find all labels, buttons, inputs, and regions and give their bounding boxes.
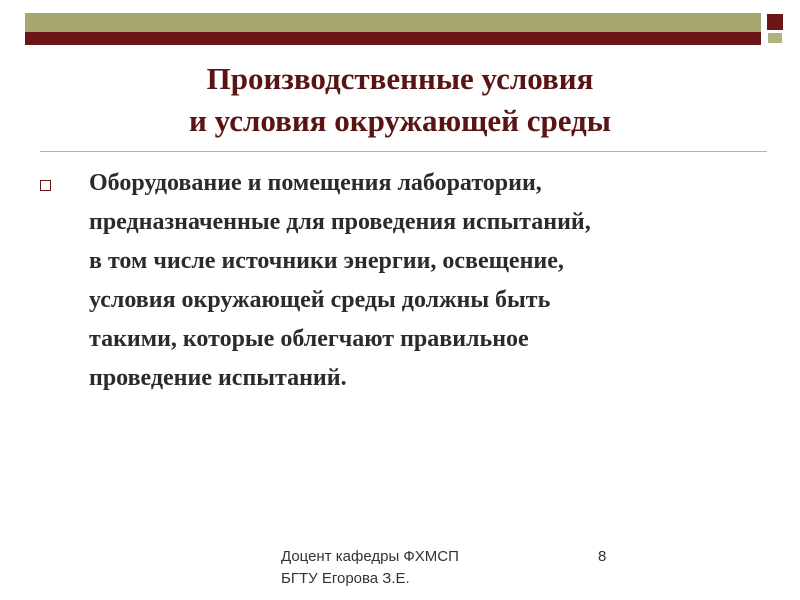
footer-author (281, 546, 459, 590)
bullet-text-line-4: условия окружающей среды должны быть (89, 287, 551, 313)
slide-title (40, 58, 760, 142)
header-bar-maroon (25, 32, 761, 45)
square-bullet-icon (40, 180, 51, 191)
bullet-text-line-1: Оборудование и помещения лаборатории, (89, 170, 542, 196)
header-bar-olive (25, 13, 761, 32)
slide-title-line-1: Производственные условия (206, 61, 594, 96)
header-square-maroon (767, 14, 783, 30)
header-square-olive (768, 33, 782, 43)
footer-author-line-2: БГТУ Егорова З.Е. (281, 570, 410, 587)
bullet-text-line-3: в том числе источники энергии, освещение, (89, 248, 564, 274)
bullet-text-line-2: предназначенные для проведения испытаний, (89, 209, 591, 235)
bullet-text-line-6: проведение испытаний. (89, 365, 347, 391)
page-number: 8 (598, 548, 607, 565)
footer-author-line-1: Доцент кафедры ФХМСП (281, 548, 459, 565)
slide-title-line-2: и условия окружающей среды (189, 103, 611, 138)
bullet-text (89, 164, 769, 398)
bullet-text-line-5: такими, которые облегчают правильное (89, 326, 529, 352)
title-divider (40, 151, 767, 152)
